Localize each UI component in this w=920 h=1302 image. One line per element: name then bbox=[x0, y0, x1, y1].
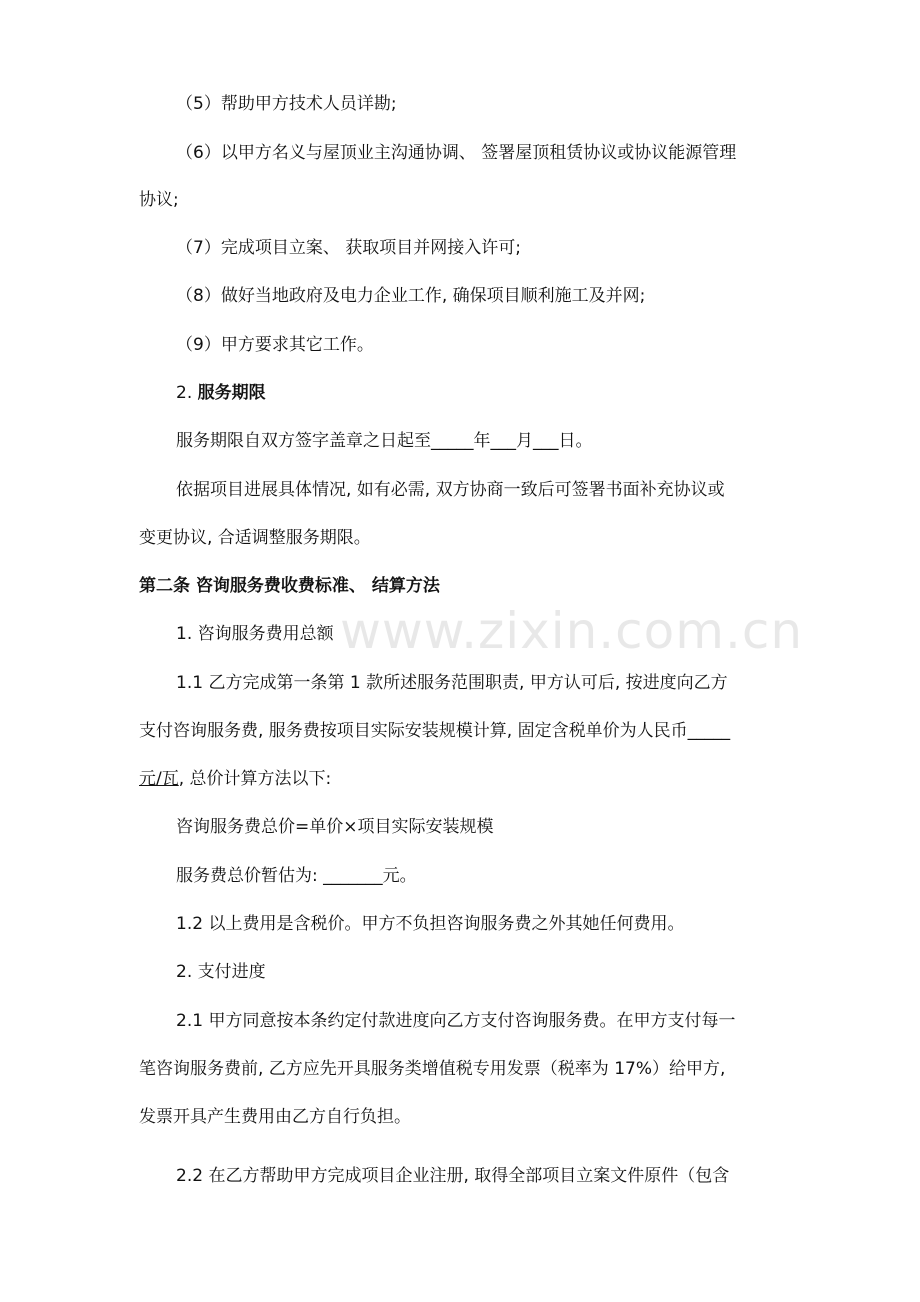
calc-method-text: , 总价计算方法以下: bbox=[178, 769, 332, 789]
section-title: 服务期限 bbox=[197, 383, 266, 403]
clause-2-1-line3: 发票开具产生费用由乙方自行负担。 bbox=[139, 1107, 411, 1127]
item-8: （8）做好当地政府及电力企业工作, 确保项目顺利施工及并网; bbox=[176, 286, 646, 306]
item-9: （9）甲方要求其它工作。 bbox=[176, 335, 374, 355]
watermark-text: www.zixin.com.cn bbox=[340, 602, 804, 660]
article-two-heading: 第二条 咨询服务费收费标准、 结算方法 bbox=[139, 576, 440, 596]
section-heading-service-period bbox=[176, 381, 266, 405]
item-7: （7）完成项目立案、 获取项目并网接入许可; bbox=[176, 238, 521, 258]
item-6-line1: （6）以甲方名义与屋顶业主沟通协调、 签署屋顶租赁协议或协议能源管理 bbox=[176, 143, 737, 163]
section-number: 2. bbox=[176, 383, 193, 403]
service-period-text: 服务期限自双方签字盖章之日起至_____年___月___日。 bbox=[176, 431, 593, 451]
adjustment-text-line2: 变更协议, 合适调整服务期限。 bbox=[139, 528, 371, 548]
clause-1-2: 1.2 以上费用是含税价。甲方不负担咨询服务费之外其她任何费用。 bbox=[176, 914, 685, 934]
adjustment-text-line1: 依据项目进展具体情况, 如有必需, 双方协商一致后可签署书面补充协议或 bbox=[176, 480, 725, 500]
payment-schedule-heading: 2. 支付进度 bbox=[176, 962, 266, 982]
clause-1-1-line2: 支付咨询服务费, 服务费按项目实际安装规模计算, 固定含税单价为人民币_____ bbox=[139, 721, 731, 741]
unit-price-unit: 元/瓦 bbox=[139, 769, 179, 789]
clause-2-1-line1: 2.1 甲方同意按本条约定付款进度向乙方支付咨询服务费。在甲方支付每一 bbox=[176, 1011, 736, 1031]
fee-total-heading: 1. 咨询服务费用总额 bbox=[176, 624, 334, 644]
clause-2-2-line1: 2.2 在乙方帮助甲方完成项目企业注册, 取得全部项目立案文件原件（包含 bbox=[176, 1166, 730, 1186]
total-price-formula: 咨询服务费总价=单价×项目实际安装规模 bbox=[176, 817, 494, 837]
estimated-total: 服务费总价暂估为: _______元。 bbox=[176, 866, 417, 886]
clause-2-1-line2: 笔咨询服务费前, 乙方应先开具服务类增值税专用发票（税率为 17%）给甲方, bbox=[139, 1059, 726, 1079]
item-6-line2: 协议; bbox=[139, 190, 179, 210]
item-5: （5）帮助甲方技术人员详勘; bbox=[176, 94, 397, 114]
clause-1-1-line1: 1.1 乙方完成第一条第 1 款所述服务范围职责, 甲方认可后, 按进度向乙方 bbox=[176, 673, 728, 693]
clause-1-1-line3 bbox=[139, 767, 331, 791]
